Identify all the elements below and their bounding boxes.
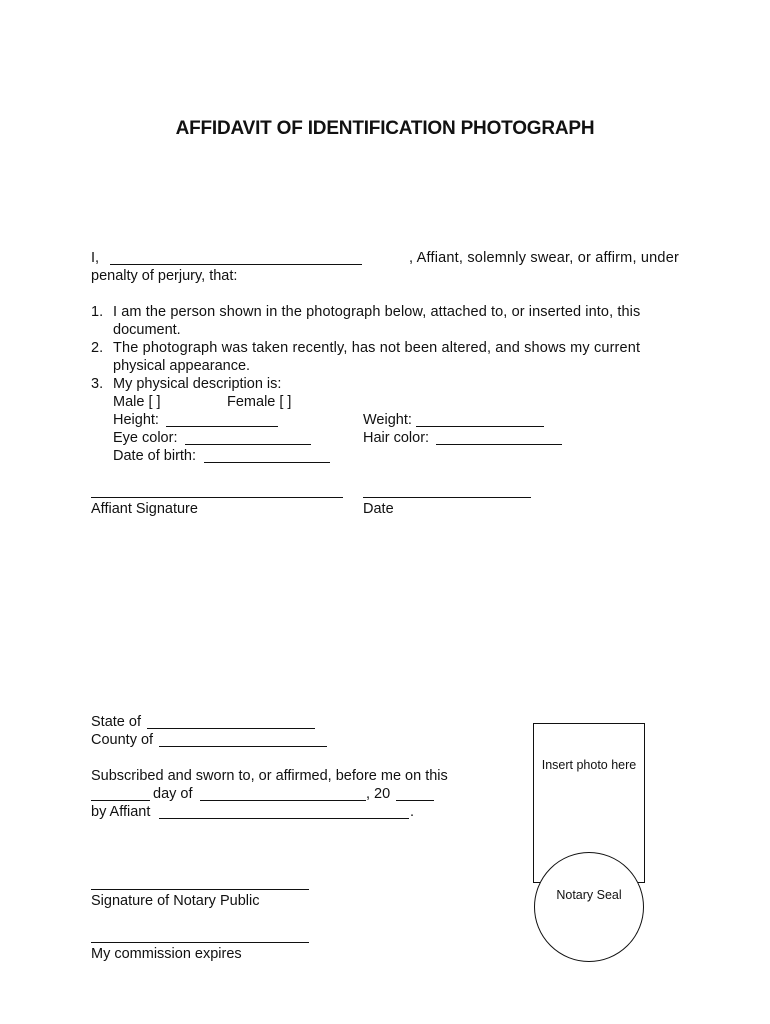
state-label: State of	[91, 714, 141, 730]
county-label: County of	[91, 732, 154, 748]
item-3-line1: My physical description is:	[113, 376, 282, 392]
date-line[interactable]	[363, 497, 531, 498]
document-title: AFFIDAVIT OF IDENTIFICATION PHOTOGRAPH	[175, 118, 595, 139]
height-label: Height:	[113, 412, 159, 428]
item-1-number: 1.	[91, 304, 104, 320]
by-affiant-field[interactable]	[159, 818, 409, 819]
hair-color-field[interactable]	[436, 444, 562, 445]
item-2-line1: The photograph was taken recently, has not been altered, and shows my current	[113, 340, 641, 356]
hair-color-label: Hair color:	[363, 430, 430, 446]
male-checkbox[interactable]: Male [ ]	[113, 394, 161, 410]
commission-label: My commission expires	[91, 946, 242, 962]
intro-prefix: I,	[91, 250, 100, 266]
date-label: Date	[363, 501, 394, 517]
dob-label: Date of birth:	[113, 448, 197, 464]
female-checkbox[interactable]: Female [ ]	[227, 394, 292, 410]
item-2-line2: physical appearance.	[113, 358, 251, 374]
intro-line2: penalty of perjury, that:	[91, 268, 238, 284]
photo-box-text: Insert photo here	[541, 758, 637, 772]
notary-seal-circle	[534, 852, 644, 962]
county-field[interactable]	[159, 746, 327, 747]
eye-color-field[interactable]	[185, 444, 311, 445]
affiant-signature-line[interactable]	[91, 497, 343, 498]
day-field[interactable]	[91, 800, 150, 801]
item-2-number: 2.	[91, 340, 104, 356]
subscribed-text: Subscribed and sworn to, or affirmed, before me on this	[91, 768, 448, 784]
affiant-signature-label: Affiant Signature	[91, 501, 198, 517]
eye-color-label: Eye color:	[113, 430, 178, 446]
by-affiant-period: .	[410, 804, 415, 820]
weight-label: Weight:	[363, 412, 412, 428]
notary-seal-text: Notary Seal	[556, 888, 622, 902]
commission-line[interactable]	[91, 942, 309, 943]
by-affiant-label: by Affiant	[91, 804, 151, 820]
state-field[interactable]	[147, 728, 315, 729]
item-3-number: 3.	[91, 376, 104, 392]
month-field[interactable]	[200, 800, 366, 801]
day-of-label: day of	[153, 786, 193, 802]
notary-signature-line[interactable]	[91, 889, 309, 890]
notary-signature-label: Signature of Notary Public	[91, 893, 260, 909]
item-1-line1: I am the person shown in the photograph below, attached to, or inserted into, this	[113, 304, 641, 320]
dob-field[interactable]	[204, 462, 330, 463]
year-prefix: , 20	[366, 786, 391, 802]
intro-suffix: , Affiant, solemnly swear, or affirm, under	[409, 250, 679, 266]
item-1-line2: document.	[113, 322, 181, 338]
weight-field[interactable]	[416, 426, 544, 427]
affiant-name-line[interactable]	[110, 264, 362, 265]
height-field[interactable]	[166, 426, 278, 427]
year-field[interactable]	[396, 800, 434, 801]
